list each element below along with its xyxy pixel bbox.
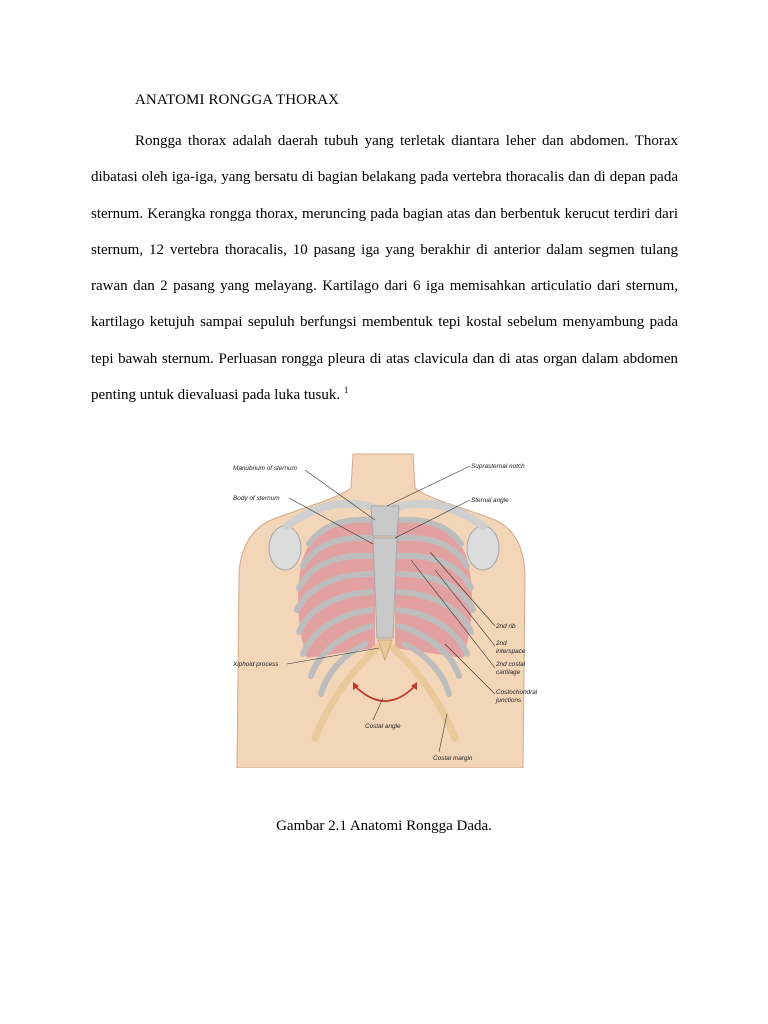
label-body-of-sternum: Body of sternum bbox=[233, 495, 280, 502]
thorax-anatomy-figure bbox=[225, 448, 545, 768]
body-paragraph bbox=[91, 123, 678, 413]
paragraph-text: Rongga thorax adalah daerah tubuh yang terletak diantara leher dan abdomen. Thorax dibatasi oleh iga-iga, yang bersatu di bagian belakang pada vertebra thoracalis dan di depan pada sternum. Kerangka rongga thorax, meruncing pada bagian atas dan berbentuk kerucut terdiri dari sternum, 12 vertebra thoracalis, 10 pasang iga yang berakhir di anterior dalam segmen tulang rawan dan 2 pasang yang melayang. Kartilago dari 6 iga memisahkan articulatio dari sternum, kartilago ketujuh sampai sepuluh berfungsi membentuk tepi kostal sebelum menyambung pada tepi bawah sternum. Perluasan rongga pleura di atas clavicula dan di atas organ dalam abdomen penting untuk dievaluasi pada luka tusuk. bbox=[91, 133, 678, 404]
label-costochondral-line1: Costochondral bbox=[496, 689, 538, 696]
label-costal-margin: Costal margin bbox=[433, 755, 473, 762]
label-costochondral-line2: junctions bbox=[496, 697, 522, 704]
label-2nd-interspace-line1: 2nd bbox=[496, 640, 507, 647]
footnote-reference: 1 bbox=[343, 385, 349, 396]
label-manubrium: Manubrium of sternum bbox=[233, 465, 297, 472]
label-2nd-costal-cartilage-line1: 2nd costal bbox=[496, 661, 526, 668]
sternum-body bbox=[373, 538, 397, 638]
section-heading: ANATOMI RONGGA THORAX bbox=[135, 92, 340, 108]
label-costal-angle: Costal angle bbox=[365, 723, 401, 730]
manubrium bbox=[371, 506, 399, 536]
label-2nd-rib: 2nd rib bbox=[496, 623, 516, 630]
label-2nd-interspace-line2: interspace bbox=[496, 648, 526, 655]
label-xiphoid-process: Xiphoid process bbox=[233, 661, 279, 668]
label-sternal-angle: Sternal angle bbox=[471, 497, 509, 504]
thorax-illustration bbox=[225, 448, 545, 768]
left-humerus-head bbox=[269, 526, 301, 570]
label-suprasternal-notch: Suprasternal notch bbox=[471, 463, 525, 470]
right-humerus-head bbox=[467, 526, 499, 570]
figure-caption: Gambar 2.1 Anatomi Rongga Dada. bbox=[276, 818, 492, 834]
label-2nd-costal-cartilage-line2: cartilage bbox=[496, 669, 521, 676]
